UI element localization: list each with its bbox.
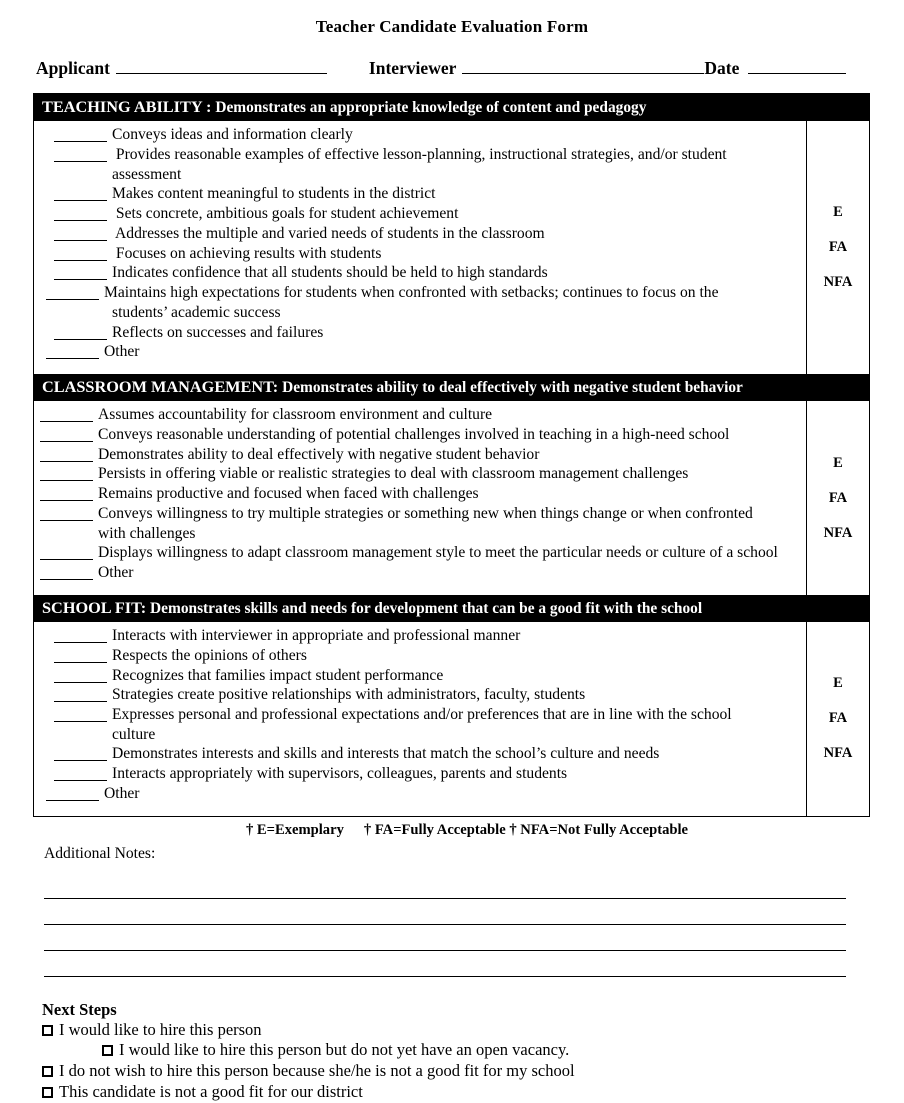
rating-option-e: E [833,204,843,221]
criterion-text-continued: assessment [112,165,182,183]
note-line[interactable] [44,951,846,977]
criterion-row[interactable] [40,145,800,184]
interviewer-input-line[interactable] [462,59,704,74]
rating-option-nfa: NFA [823,524,853,541]
section-header-lead: CLASSROOM MANAGEMENT: [42,376,279,396]
section-body-classroom-management [34,401,869,594]
criterion-row[interactable] [40,204,800,224]
section-header-school-fit [34,595,869,622]
criterion-row[interactable] [40,563,800,583]
note-line[interactable] [44,925,846,951]
criteria-list-school-fit [34,622,807,815]
criterion-text-continued: students’ academic success [112,303,281,321]
criterion-text-continued: culture [112,725,156,743]
additional-notes-label: Additional Notes: [44,844,156,862]
criterion-row[interactable] [40,125,800,145]
note-line[interactable] [44,873,846,899]
section-header-rest: Demonstrates ability to deal effectively with negative student behavior [278,378,743,396]
rating-option-e: E [833,454,843,471]
next-step-option[interactable] [42,1040,904,1061]
section-body-school-fit [34,622,869,815]
criterion-text: Other [104,784,140,802]
score-blank[interactable] [54,339,107,340]
score-blank[interactable] [40,421,93,422]
rating-key-legend [0,822,904,839]
section-body-teaching-ability [34,121,869,374]
score-blank[interactable] [54,200,107,201]
rating-option-fa: FA [828,489,848,506]
criteria-list-teaching-ability [34,121,807,374]
section-header-classroom-management [34,374,869,401]
criterion-row[interactable] [40,646,800,666]
next-step-label: This candidate is not a good fit for our district [59,1082,363,1102]
next-step-label: I would like to hire this person [59,1019,262,1039]
rating-option-e: E [833,675,843,692]
criterion-row[interactable] [40,464,800,484]
score-blank[interactable] [54,240,107,241]
criterion-row[interactable] [40,744,800,764]
criterion-text: Interacts appropriately with supervisors, colleagues, parents and students [112,765,568,783]
criterion-row[interactable] [40,784,800,804]
criterion-text: Addresses the multiple and varied needs of students in the classroom [112,224,545,242]
applicant-input-line[interactable] [116,59,327,74]
score-blank[interactable] [54,260,107,261]
score-blank[interactable] [46,800,99,801]
legend-not-fully-acceptable: † NFA=Not Fully Acceptable [509,821,689,838]
score-blank[interactable] [54,662,107,663]
criterion-text: Sets concrete, ambitious goals for student achievement [112,205,459,223]
score-blank[interactable] [54,780,107,781]
criterion-row[interactable] [40,184,800,204]
rating-option-nfa: NFA [823,274,853,291]
criterion-text: Displays willingness to adapt classroom management style to meet the particular needs or culture of a school [98,544,778,562]
criterion-text: Assumes accountability for classroom environment and culture [98,406,493,424]
next-step-label: I would like to hire this person but do not yet have an open vacancy. [119,1040,570,1060]
score-blank[interactable] [40,500,93,501]
next-step-option[interactable] [42,1082,904,1103]
score-blank[interactable] [40,461,93,462]
criterion-row[interactable] [40,405,800,425]
criterion-text: Makes content meaningful to students in the district [112,185,436,203]
criterion-text: Respects the opinions of others [112,646,307,664]
criterion-text: Interacts with interviewer in appropriate and professional manner [112,627,521,645]
checkbox-icon[interactable] [42,1066,53,1077]
section-header-lead: TEACHING ABILITY : [42,97,212,116]
score-blank[interactable] [40,441,93,442]
criterion-row[interactable] [40,504,800,543]
criterion-text: Other [98,564,134,582]
criterion-row[interactable] [40,224,800,244]
score-blank[interactable] [54,642,107,643]
criterion-text: Strategies create positive relationships with administrators, faculty, students [112,686,586,704]
rating-option-nfa: NFA [823,745,853,762]
score-blank[interactable] [54,279,107,280]
legend-fully-acceptable: † FA=Fully Acceptable [363,821,506,838]
checkbox-icon[interactable] [42,1087,53,1098]
score-blank[interactable] [40,480,93,481]
score-blank[interactable] [54,220,107,221]
criterion-row[interactable] [40,244,800,264]
criterion-text: Conveys ideas and information clearly [112,126,353,144]
next-step-option[interactable] [42,1061,904,1082]
criterion-text: Conveys willingness to try multiple strategies or something new when things change or when confronted [98,504,753,522]
note-line[interactable] [44,899,846,925]
date-label: Date [704,58,740,78]
criterion-row[interactable] [40,263,800,283]
criterion-row[interactable] [40,705,800,744]
criterion-row[interactable] [40,764,800,784]
score-blank[interactable] [54,701,107,702]
evaluation-table [33,93,870,817]
criterion-row[interactable] [40,445,800,465]
criterion-row[interactable] [40,666,800,686]
section-header-teaching-ability [34,94,869,121]
rating-legend-teaching-ability [807,121,869,374]
score-blank[interactable] [54,141,107,142]
score-blank[interactable] [40,559,93,560]
criterion-text: Persists in offering viable or realistic strategies to deal with classroom management challenges [98,465,689,483]
score-blank[interactable] [54,682,107,683]
score-blank[interactable] [46,299,99,300]
criterion-row[interactable] [40,685,800,705]
criterion-text: Demonstrates ability to deal effectively with negative student behavior [98,445,540,463]
identity-row [0,58,904,79]
criterion-row[interactable] [40,283,800,322]
criterion-text: Recognizes that families impact student performance [112,666,444,684]
legend-exemplary: † E=Exemplary [245,821,344,838]
score-blank[interactable] [46,358,99,359]
criterion-text: Focuses on achieving results with students [112,244,382,262]
score-blank[interactable] [54,760,107,761]
interviewer-label: Interviewer [368,58,457,78]
criterion-row[interactable] [40,543,800,563]
next-steps-title: Next Steps [42,999,117,1019]
rating-option-fa: FA [828,239,848,256]
checkbox-icon[interactable] [42,1025,53,1036]
checkbox-icon[interactable] [102,1045,113,1056]
criterion-row[interactable] [40,342,800,362]
rating-legend-classroom-management [807,401,869,594]
additional-notes-lines[interactable] [44,873,846,977]
criterion-text: Maintains high expectations for students when confronted with setbacks; continues to focus on the [104,284,719,302]
criterion-row[interactable] [40,425,800,445]
date-input-line[interactable] [748,59,846,74]
criterion-text: Indicates confidence that all students should be held to high standards [112,264,548,282]
criterion-row[interactable] [40,484,800,504]
criterion-row[interactable] [40,323,800,343]
section-header-lead: SCHOOL FIT: [42,597,147,617]
score-blank[interactable] [54,161,107,162]
criterion-text-continued: with challenges [98,524,196,542]
section-header-rest: Demonstrates an appropriate knowledge of content and pedagogy [211,99,647,116]
criterion-text: Provides reasonable examples of effective lesson-planning, instructional strategies, and/or student [112,146,727,164]
criteria-list-classroom-management [34,401,807,594]
criterion-text: Remains productive and focused when faced with challenges [98,485,479,503]
rating-legend-school-fit [807,622,869,815]
criterion-text: Demonstrates interests and skills and interests that match the school’s culture and needs [112,745,660,763]
criterion-text: Other [104,343,140,361]
score-blank[interactable] [40,520,93,521]
page-title: Teacher Candidate Evaluation Form [315,17,589,36]
score-blank[interactable] [40,579,93,580]
score-blank[interactable] [54,721,107,722]
criterion-row[interactable] [40,626,800,646]
next-step-option[interactable] [42,1020,904,1041]
next-steps-section [42,1001,904,1103]
criterion-text: Expresses personal and professional expectations and/or preferences that are in line with the school [112,705,732,723]
criterion-text: Reflects on successes and failures [112,323,324,341]
criterion-text: Conveys reasonable understanding of potential challenges involved in teaching in a high-need school [98,426,730,443]
rating-option-fa: FA [828,710,848,727]
next-step-label: I do not wish to hire this person because she/he is not a good fit for my school [59,1061,575,1081]
section-header-rest: Demonstrates skills and needs for development that can be a good fit with the school [146,599,703,617]
applicant-label: Applicant [36,58,110,78]
